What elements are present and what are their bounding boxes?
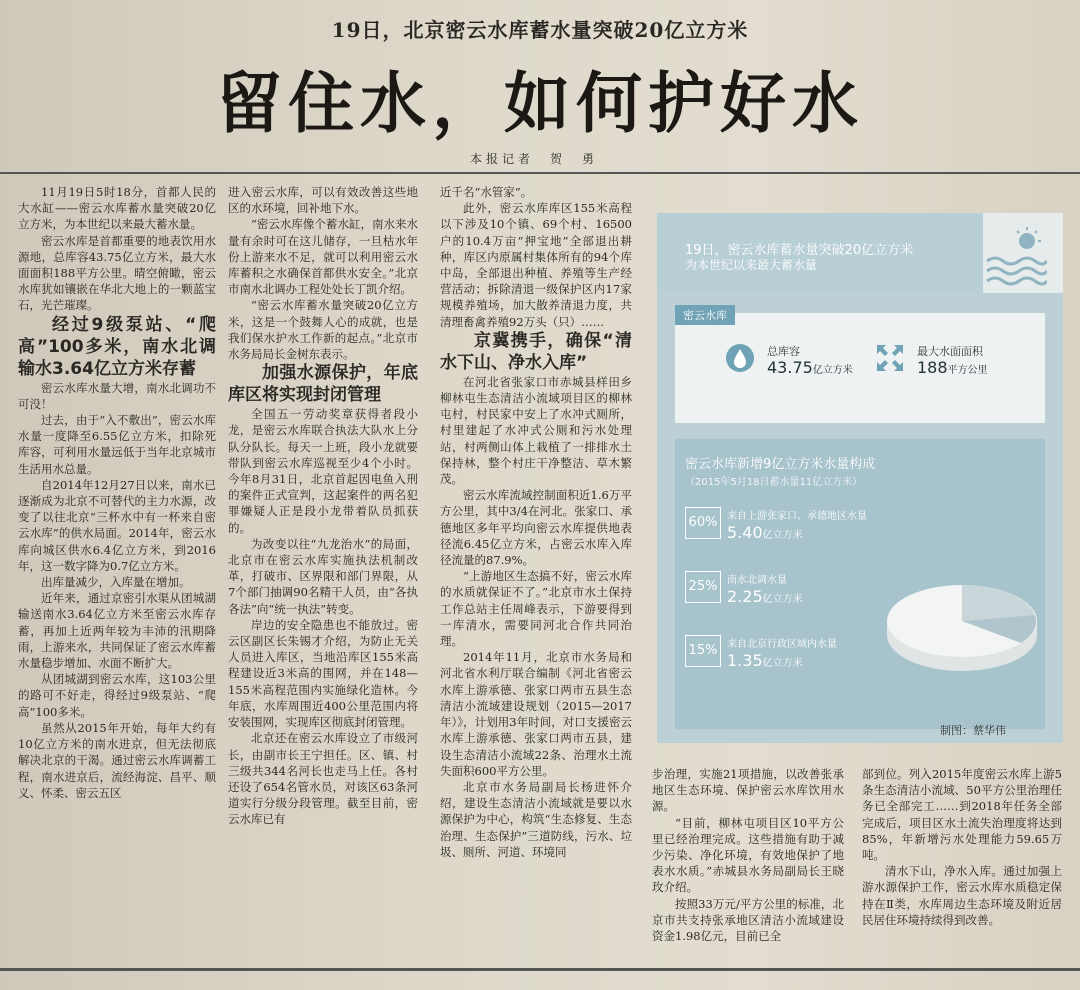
segment-upstream: 60% 来自上游张家口、承德地区水量 5.40亿立方米 [685, 507, 1025, 551]
paragraph: 步治理，实施21项措施，以改善张承地区生态环境、保护密云水库饮用水源。 [652, 767, 844, 814]
article-column-5 [862, 766, 1062, 928]
infographic [657, 213, 1063, 743]
paragraph: 密云水库流域控制面积近1.6万平方公里，其中3/4在河北。张家口、承德地区多年平均向密云水库提供地表径流6.45亿立方米，占密云水库入库径流量的87.9%。 [440, 488, 632, 568]
paragraph: “目前，柳林屯项目区10平方公里已经治理完成。这些措施有助于减少污染、净化环境，有效地保护了地表水水质。”赤城县水务局副局长王晓玫介绍。 [652, 815, 844, 895]
subheading: 经过9级泵站、“爬高”100多米，南水北调输水3.64亿立方米存蓄 [18, 314, 216, 379]
paragraph: 密云水库是首都重要的地表饮用水源地，总库容43.75亿立方米，最大水面面积188平方公里。晴空俯瞰，密云水库犹如镶嵌在华北大地上的一颗蓝宝石，光芒璀璨。 [18, 233, 216, 313]
article-column-4 [652, 766, 844, 944]
main-headline: 留住水，如何护好水 [216, 65, 864, 142]
section-label: 密云水库 [675, 305, 735, 325]
paragraph: 密云水库水量大增，南水北调功不可没！ [18, 380, 216, 411]
paragraph: 出库量减少，入库量在增加。 [41, 575, 191, 590]
paragraph: 按照33万元/平方公里的标准，北京市共支持张承地区清洁小流域建设资金1.98亿元，目前已全 [652, 896, 844, 944]
paragraph: 近年来，通过京密引水渠从团城湖输送南水3.64亿立方米至密云水库存蓄，再加上近两年较为丰沛的汛期降雨，上游来水，共同保证了密云水库蓄水量稳步增加、水面不断扩大。 [18, 591, 216, 671]
composition-title: 密云水库新增9亿立方米水量构成 [685, 457, 876, 472]
segment-south-north: 25% 南水北调水量 2.25亿立方米 [685, 571, 1025, 615]
area-value: 188平方公里 [917, 358, 988, 377]
paragraph: 11月19日5时18分，首都人民的大水缸——密云水库蓄水量突破20亿立方米，为本世纪以来最大蓄水量。 [18, 185, 216, 232]
article-column-1 [18, 184, 216, 801]
paragraph: 虽然从2015年开始，每年大约有10亿立方米的南水进京，但无法彻底解决北京的干渴。通过密云水库调蓄工程，南水进京后，流经海淀、昌平、顺义、怀柔、密云五区 [18, 720, 216, 800]
divider [0, 172, 1080, 174]
segment-beijing: 15% 来自北京行政区域内水量 1.35亿立方米 [685, 635, 1025, 679]
paragraph: 清水下山，净水入库。通过加强上游水源保护工作，密云水库水质稳定保持在Ⅱ类，水库周边生态环境及附近居民居住环境持续得到改善。 [862, 864, 1062, 927]
subheading: 京冀携手，确保“清水下山、净水入库” [440, 330, 632, 373]
paragraph: 北京市水务局副局长杨进怀介绍，建设生态清洁小流域就是要以水源保护为中心，构筑“生态修复、生态治理、生态保护”三道防线，污水、垃圾、厕所、河道、环境同 [440, 779, 632, 859]
kicker-headline: 19日，北京密云水库蓄水量突破20亿立方米 [331, 18, 749, 42]
capacity-label: 总库容 [767, 345, 800, 358]
paragraph: 北京还在密云水库设立了市级河长，由副市长王宁担任。区、镇、村三级共344名河长也走马上任。各村还设了654名管水员，对该区63条河道实行分级分段管理。截至目前，密云水库已有 [228, 731, 418, 827]
infographic-title: 19日，密云水库蓄水量突破20亿立方米 为本世纪以来最大蓄水量 [685, 243, 914, 272]
expand-area-icon [875, 343, 905, 373]
paragraph: “上游地区生态搞不好，密云水库的水质就保证不了。”北京市水土保持工作总站主任周峰表示，下游要得到一库清水，需要同河北合作共同治理。 [440, 569, 632, 649]
paragraph: 自2014年12月27日以来，南水已逐渐成为北京不可替代的主力水源，改变了以往北京“三杯水中有一杯来自密云水库”的供水局面。2014年，密云水库向城区供水6.4亿立方米，到2016年，这一数字降为0.7亿立方米。 [18, 477, 216, 573]
paragraph: “密云水库像个蓄水缸，南水来水量有余时可在这儿储存，一旦枯水年份上游来水不足，就可以利用密云水库蓄积之水确保首都供水安全。”北京市南水北调办工程处处长丁凯介绍。 [228, 217, 418, 297]
composition-subtitle: （2015年5月18日蓄水量11亿立方米） [685, 477, 863, 488]
article-column-2 [228, 184, 418, 828]
bottom-divider [0, 968, 1080, 971]
paragraph: 部到位。列入2015年度密云水库上游5条生态清洁小流域、50平方公里治理任务已全部完工……到2018年任务全部完成后，项目区水土流失治理度将达到85%，年新增污水处理能力59.65万吨。 [862, 767, 1062, 863]
paragraph: 从团城湖到密云水库，这103公里的路可不好走，得经过9级泵站、“爬高”100多米。 [18, 672, 216, 719]
area-label: 最大水面面积 [917, 345, 983, 358]
paragraph: 全国五一劳动奖章获得者段小龙，是密云水库联合执法大队水上分队分队长。每天一上班，段小龙就要带队到密云水库巡视至少4个小时。今年8月31日，北京首起因电鱼入刑的案件正式宣判，这起案件的两名犯罪嫌疑人正是段小龙带着队员抓获的。 [228, 407, 418, 535]
subheading: 加强水源保护，年底库区将实现封闭管理 [228, 363, 418, 406]
paragraph: 2014年11月，北京市水务局和河北省水利厅联合编制《河北省密云水库上游承德、张家口两市五县生态清洁小流域建设规划（2015—2017年）》，计划用3年时间，对口支援密云水库上游承德、张家口两市五县，建设生态清洁小流域22条、治理水土流失面积600平方公里。 [440, 650, 632, 778]
paragraph: 岸边的安全隐患也不能放过。密云区副区长朱锡才介绍，为防止无关人员进入库区，当地沿库区155米高程建设近3米高的围网，并在148—155米高程范围内实施绿化造林。今年底，水库周围近400公里范围内将安装围网，实现库区彻底封闭管理。 [228, 617, 418, 730]
paragraph: “密云水库蓄水量突破20亿立方米，这是一个鼓舞人心的成就，也是我们保水护水工作新的起点。”北京市水务局局长金树东表示。 [228, 298, 418, 362]
graphic-credit: 制图：蔡华伟 [940, 724, 1006, 737]
paragraph: 在河北省张家口市赤城县样田乡柳林屯生态清洁小流域项目区的柳林屯村，村民家中安上了水冲式厕所，村里建起了水冲式公厕和污水处理站，村两侧山体上栽植了一排排水土保持林，整个村庄干净整洁、草木繁茂。 [440, 374, 632, 487]
sun-wave-icon [983, 223, 1047, 287]
capacity-value: 43.75亿立方米 [767, 358, 853, 377]
paragraph: 为改变以往“九龙治水”的局面，北京市在密云水库实施执法机制改革，打破市、区界限和部门界限，从7个部门抽调90名精干人员，由“各执各法”向“统一执法”转变。 [228, 536, 418, 616]
byline: 本报记者 贺 勇 [470, 152, 599, 166]
paragraph: 过去，由于“入不敷出”，密云水库水量一度降至6.55亿立方米，扣除死库容，可利用水量远低于当年北京城市生活用水总量。 [18, 413, 216, 476]
infographic-header [657, 213, 1063, 293]
paragraph: 进入密云水库，可以有效改善这些地区的水环境，回补地下水。 [228, 185, 418, 216]
paragraph: 近千名“水管家”。 [440, 185, 533, 199]
water-drop-icon [725, 343, 755, 373]
reservoir-stats [675, 309, 1045, 423]
paragraph: 此外，密云水库库区155米高程以下涉及10个镇、69个村、16500户的10.4万亩“押宝地”全部退出耕种，库区内原属村集体所有的94个库中岛，全部退出种植、养殖等生产经营活动；拆除清退一级保护区内17家规模养殖场，加大散养清退力度，共清理畜禽养殖92万头（只）…… [440, 201, 632, 329]
article-column-3 [440, 184, 632, 860]
water-composition [675, 439, 1045, 729]
